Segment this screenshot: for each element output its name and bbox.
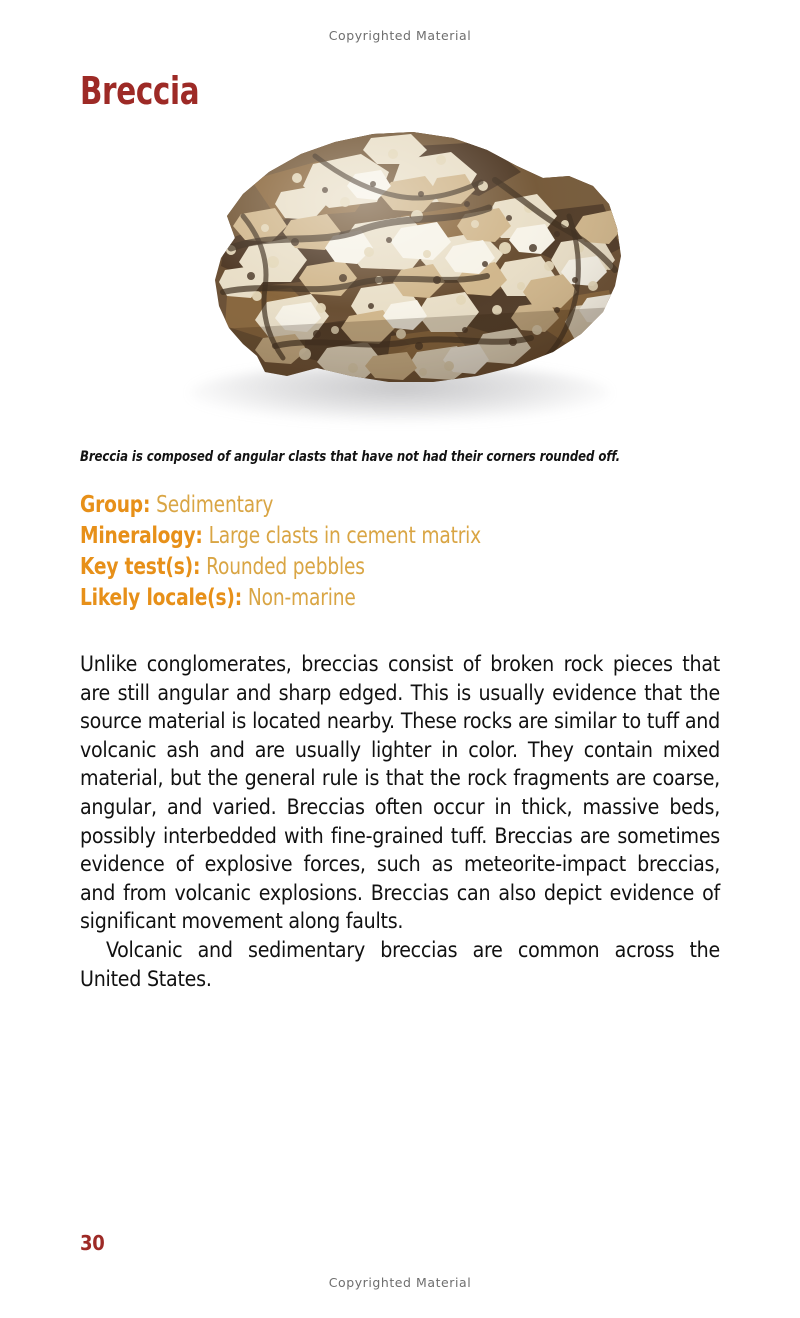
attribute-value: Non-marine (247, 585, 356, 611)
attribute-label: Likely locale(s): (80, 585, 242, 611)
attribute-value: Rounded pebbles (206, 554, 365, 580)
attribute-label: Key test(s): (80, 554, 201, 580)
attribute-label: Group: (80, 492, 151, 518)
attribute-row-group (80, 490, 656, 521)
running-head: Copyrighted Material (328, 28, 472, 43)
body-paragraph-1: Unlike conglomerates, breccias consist of broken rock pieces that are still angular and sharp edged. This is usually evidence that the source material is located nearby. These rocks are similar to tuff and volcanic ash and are usually lighter in color. They contain mixed material, but the general rule is that the rock fragments are coarse, angular, and varied. Breccias often occur in thick, massive beds, possibly interbedded with fine-grained tuff. Breccias are sometimes evidence of explosive forces, such as meteorite-impact breccias, and from volcanic explosions. Breccias can also depict evidence of significant movement along faults. (80, 651, 720, 934)
specimen-figure (150, 112, 650, 432)
body-text (80, 650, 720, 993)
attribute-row-mineralogy (80, 521, 656, 552)
attribute-value: Sedimentary (156, 492, 274, 518)
running-foot: Copyrighted Material (328, 1275, 472, 1290)
attribute-row-key-tests (80, 552, 656, 583)
breccia-specimen-photo (165, 120, 635, 410)
page-title: Breccia (80, 69, 200, 113)
attribute-row-likely-locales (80, 583, 656, 614)
attribute-value: Large clasts in cement matrix (208, 523, 482, 549)
attribute-list (80, 490, 720, 614)
body-paragraph-2: Volcanic and sedimentary breccias are common across the United States. (80, 936, 720, 991)
figure-caption: Breccia is composed of angular clasts that have not had their corners rounded off. (80, 449, 621, 465)
page-number: 30 (80, 1231, 105, 1255)
attribute-label: Mineralogy: (80, 523, 203, 549)
